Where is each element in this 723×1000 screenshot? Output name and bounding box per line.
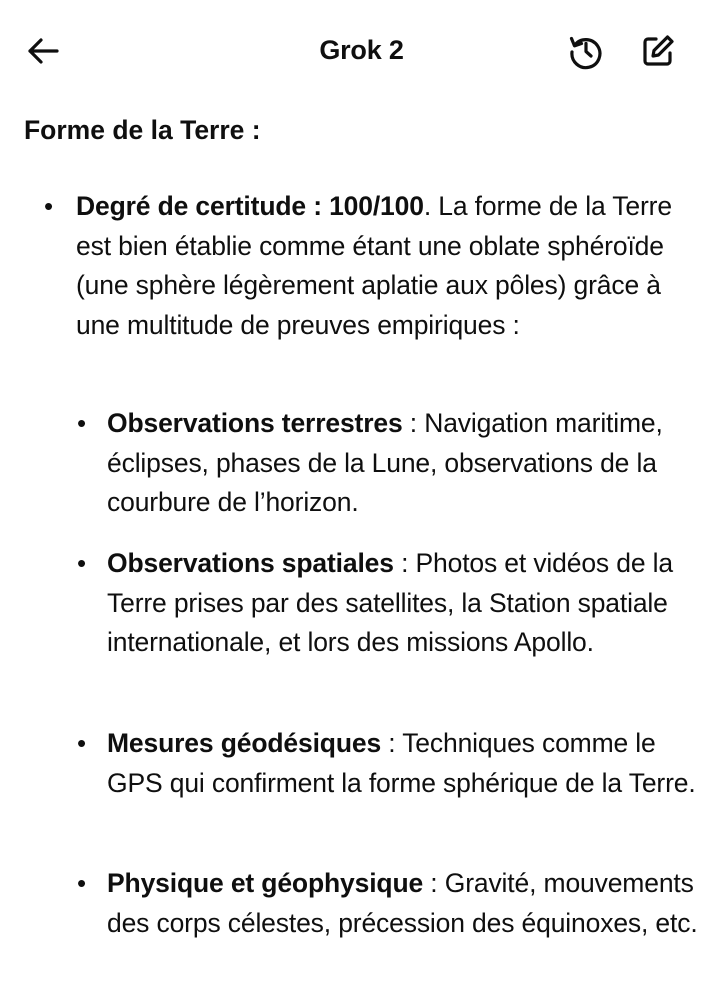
bullet-icon: •: [77, 868, 86, 898]
item-title: Physique et géophysique: [107, 868, 424, 898]
item-text: : Techniques comme le GPS qui confirment la forme sphérique de la Terre.: [107, 728, 696, 798]
item-text: : Navigation maritime, éclipses, phases de la Lune, observations de la courbure de l’horizon.: [107, 408, 663, 517]
main-list-item: [44, 187, 706, 345]
sub-list-item: [77, 544, 711, 663]
history-icon: [567, 32, 605, 70]
top-bar: [0, 0, 723, 100]
sub-list-item: [77, 724, 711, 803]
bullet-icon: •: [44, 191, 53, 221]
sub-list-item: [77, 864, 711, 943]
bullet-icon: •: [77, 728, 86, 758]
item-text: . La forme de la Terre est bien établie comme étant une oblate sphéroïde (une sphère légèrement aplatie aux pôles) grâce à une multitude de preuves empiriques :: [76, 191, 672, 340]
bullet-icon: •: [77, 548, 86, 578]
history-button[interactable]: [562, 28, 610, 74]
new-chat-button[interactable]: [634, 28, 682, 74]
item-title: Observations spatiales: [107, 548, 394, 578]
item-title: Mesures géodésiques: [107, 728, 382, 758]
section-heading: Forme de la Terre :: [24, 115, 261, 145]
item-title: Observations terrestres: [107, 408, 403, 438]
edit-icon: [639, 32, 677, 70]
item-text: : Gravité, mouvements des corps célestes, précession des équinoxes, etc.: [107, 868, 698, 938]
page-title: Grok 2: [319, 35, 404, 65]
bullet-icon: •: [77, 408, 86, 438]
item-text: : Photos et vidéos de la Terre prises par des satellites, la Station spatiale internationale, et lors des missions Apollo.: [107, 548, 673, 657]
sub-list-item: [77, 404, 711, 523]
item-title: Degré de certitude : 100/100: [76, 191, 424, 221]
